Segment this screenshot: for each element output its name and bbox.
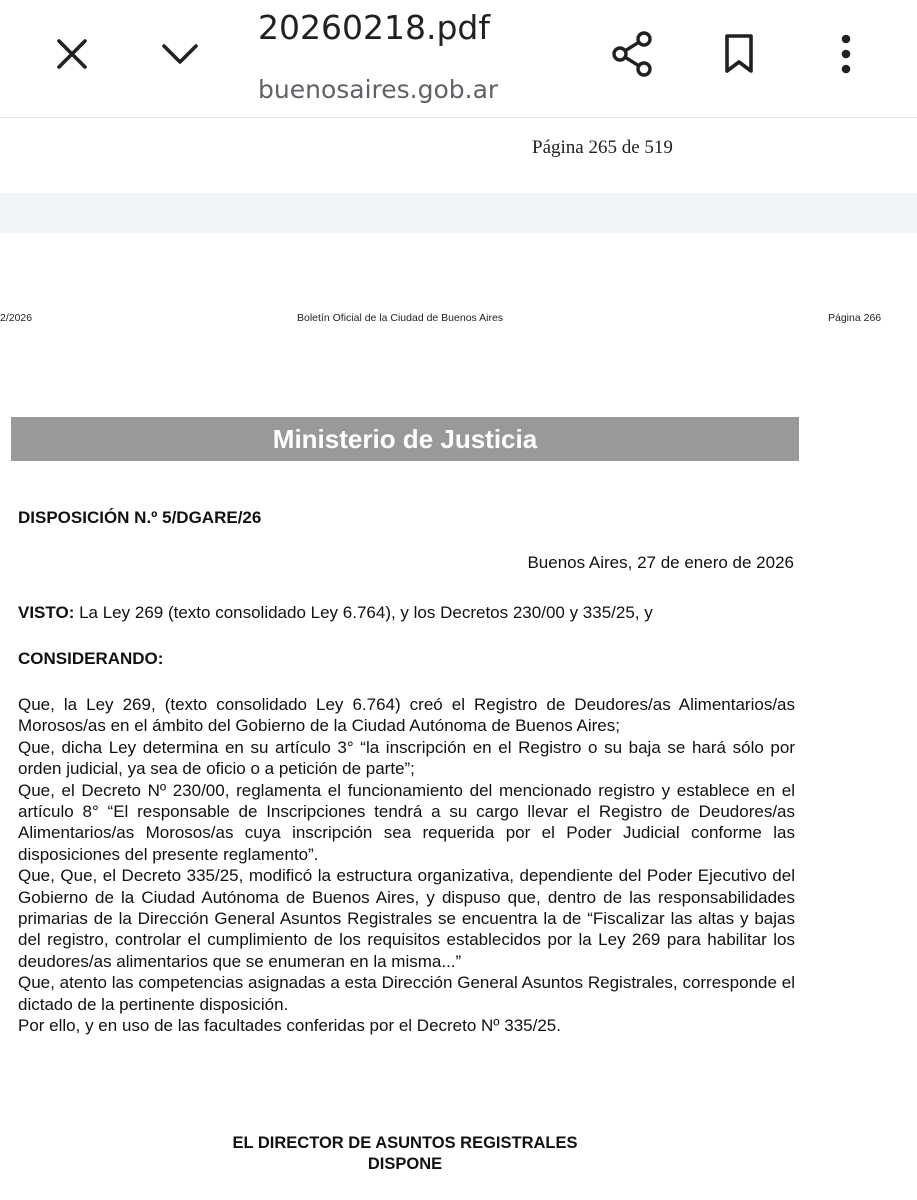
dispone-line: DISPONE [367, 1155, 443, 1173]
running-header-title: Boletín Oficial de la Ciudad de Buenos Aires [297, 312, 504, 324]
bookmark-icon [723, 33, 755, 75]
document-title: 20260218.pdf [258, 8, 490, 47]
pdf-viewer-toolbar [0, 0, 917, 118]
paragraph: Que, dicha Ley determina en su artículo 3° “la inscripción en el Registro o su baja se hará sólo por orden judicial, ya sea de oficio o a petición de parte”; [18, 737, 795, 779]
considerando-body [18, 694, 795, 1037]
visto-label: VISTO: [18, 603, 75, 622]
section-banner-title: Ministerio de Justicia [272, 423, 538, 454]
more-vert-icon [840, 33, 852, 75]
document-title-area [258, 6, 588, 110]
previous-page-number: Página 265 de 519 [532, 137, 673, 158]
share-button[interactable] [602, 24, 662, 84]
disposition-date: Buenos Aires, 27 de enero de 2026 [527, 553, 794, 572]
paragraph: Por ello, y en uso de las facultades conferidas por el Decreto Nº 335/25. [18, 1016, 561, 1036]
considerando-heading: CONSIDERANDO: [18, 649, 164, 668]
director-line: EL DIRECTOR DE ASUNTOS REGISTRALES [232, 1134, 578, 1152]
collapse-button[interactable] [150, 24, 210, 84]
page-separator [0, 193, 917, 233]
running-header-page: Página 266 [828, 312, 882, 324]
more-options-button[interactable] [816, 24, 876, 84]
visto-text: La Ley 269 (texto consolidado Ley 6.764), y los Decretos 230/00 y 335/25, y [74, 603, 653, 622]
section-banner [11, 417, 799, 461]
document-domain: buenosaires.gob.ar [258, 75, 499, 104]
paragraph: Que, la Ley 269, (texto consolidado Ley 6.764) creó el Registro de Deudores/as Alimentarios/as Morosos/as en el ámbito del Gobierno de la Ciudad Autónoma de Buenos Aires; [18, 695, 795, 736]
paragraph: Que, el Decreto Nº 230/00, reglamenta el funcionamiento del mencionado registro y establece en el artículo 8° “El responsable de Inscripciones tendrá a su cargo llevar el Registro de Deudores/as Alimentarios/as Morosos/as cuya inscripción sea requerida por el Poder Judicial conforme las disposiciones del presente reglamento”. [18, 780, 795, 864]
close-button[interactable] [42, 24, 102, 84]
paragraph: Que, atento las competencias asignadas a esta Dirección General Asuntos Registrales, corresponde el dictado de la pertinente disposición. [18, 973, 795, 1014]
share-icon [610, 30, 654, 78]
visto-line [18, 603, 653, 623]
disposition-title: DISPOSICIÓN N.º 5/DGARE/26 [18, 508, 262, 527]
paragraph: Que, Que, el Decreto 335/25, modificó la estructura organizativa, dependiente del Poder Ejecutivo del Gobierno de la Ciudad Autónoma de Buenos Aires, y dispuso que, dentro de las responsabilidades primarias de la Dirección General Asuntos Registrales se encuentra la de “Fiscalizar las altas y bajas del registro, controlar el cumplimiento de los requisitos establecidos por la Ley 269 para habilitar los deudores/as alimentarios que se enumeran en la misma...” [18, 866, 795, 971]
bookmark-button[interactable] [709, 24, 769, 84]
chevron-down-icon [160, 41, 200, 67]
close-icon [55, 37, 89, 71]
running-header-date: 2/2026 [0, 312, 33, 324]
director-block [0, 1133, 810, 1175]
